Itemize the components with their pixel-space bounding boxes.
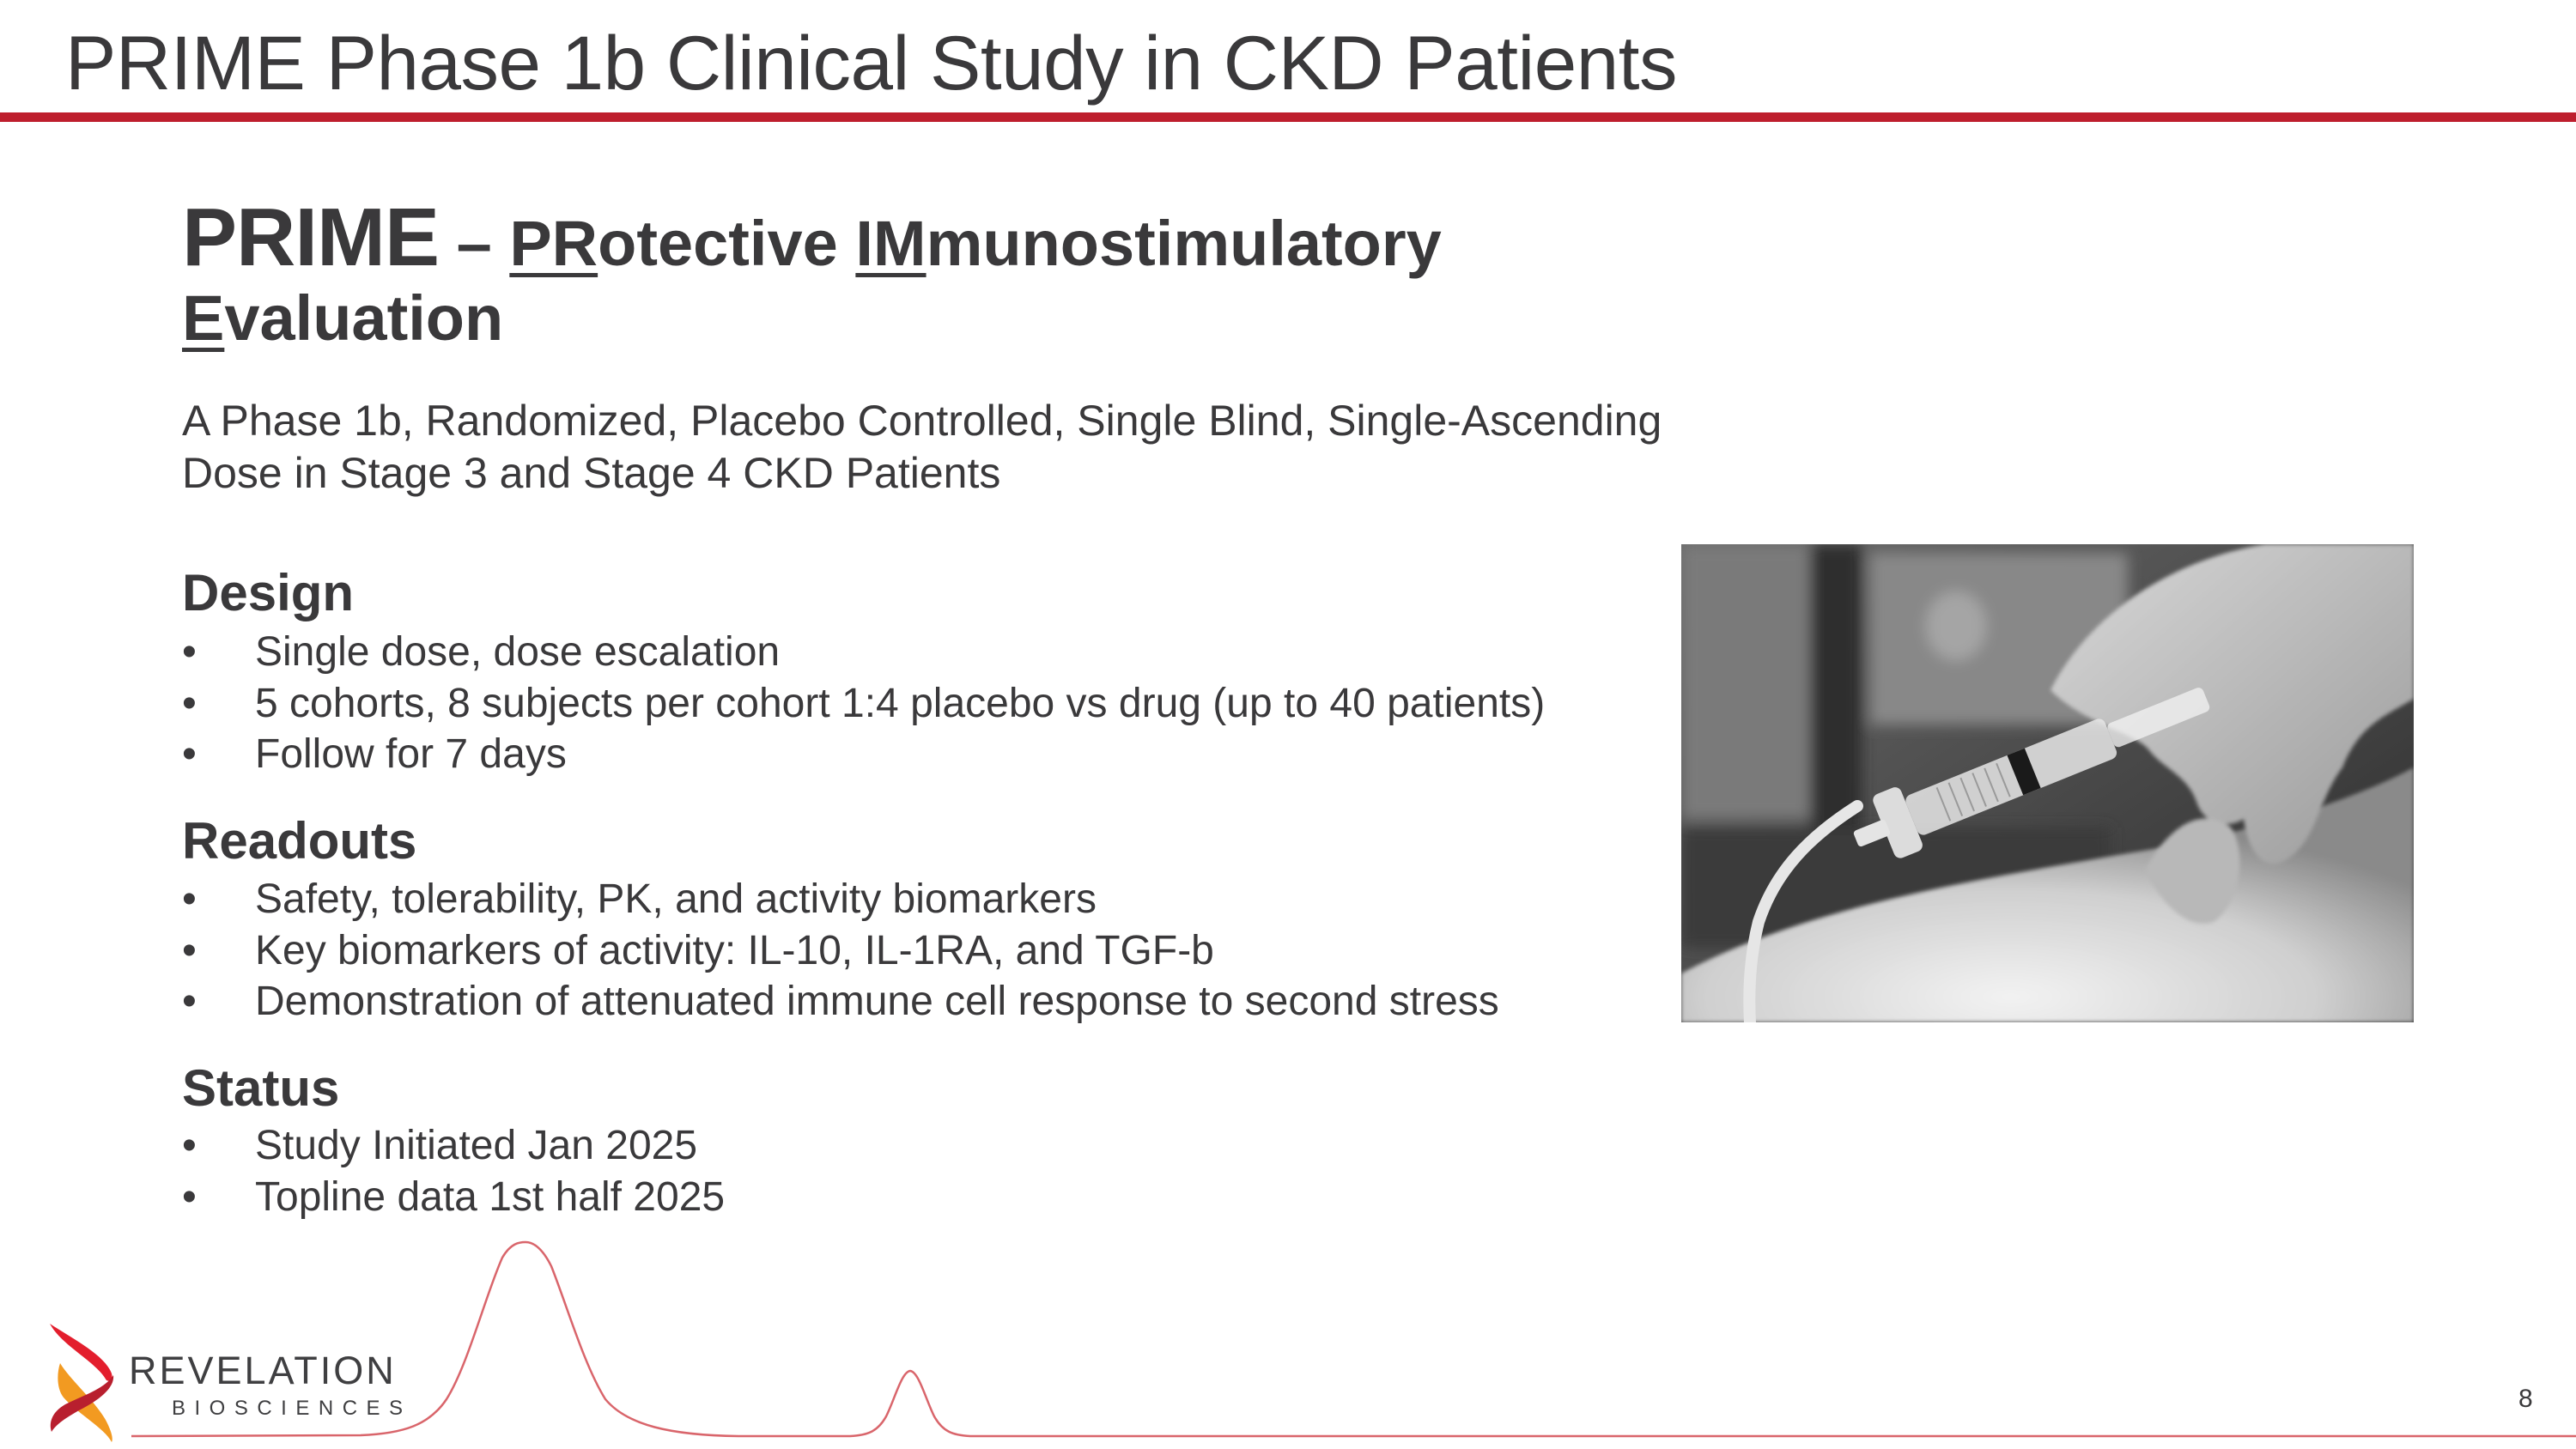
acronym-letters-e: E bbox=[182, 282, 225, 354]
title-rule-divider bbox=[0, 112, 2576, 122]
bullet-icon: • bbox=[182, 629, 197, 675]
subtitle-line-1: A Phase 1b, Randomized, Placebo Controlled, Single Blind, Single-Ascending bbox=[182, 397, 1662, 445]
subtitle-line-2: Dose in Stage 3 and Stage 4 CKD Patients bbox=[182, 449, 1001, 497]
acronym-word-rest: valuation bbox=[224, 282, 504, 354]
section-heading-readouts: Readouts bbox=[182, 812, 417, 870]
section-heading-status: Status bbox=[182, 1059, 340, 1117]
logo-wordmark: REVELATION bbox=[129, 1349, 397, 1392]
acronym-line-1 bbox=[182, 191, 1642, 291]
acronym-line-2 bbox=[182, 284, 1642, 353]
acronym-letters-pr: PR bbox=[509, 208, 598, 279]
bullet-icon: • bbox=[182, 1173, 197, 1220]
acronym-letters-im: IM bbox=[855, 208, 927, 279]
bullet-icon: • bbox=[182, 680, 197, 726]
injection-photo bbox=[1681, 544, 2414, 1022]
acronym-word-rest: munostimulatory bbox=[926, 208, 1442, 279]
bullet-icon: • bbox=[182, 731, 197, 777]
acronym-dash: – bbox=[439, 208, 510, 279]
page-number: 8 bbox=[2518, 1385, 2533, 1413]
acronym-word-rest: otective bbox=[598, 208, 856, 279]
bullet-icon: • bbox=[182, 927, 197, 973]
revelation-logo-icon bbox=[45, 1320, 122, 1445]
acronym-name: PRIME bbox=[182, 191, 440, 283]
study-subtitle bbox=[182, 395, 1728, 500]
logo-subline: BIOSCIENCES bbox=[172, 1397, 412, 1420]
slide-title: PRIME Phase 1b Clinical Study in CKD Patients bbox=[65, 20, 1678, 106]
bullet-icon: • bbox=[182, 979, 197, 1024]
section-heading-design: Design bbox=[182, 564, 355, 621]
bullet-icon: • bbox=[182, 1123, 197, 1168]
bullet-icon: • bbox=[182, 876, 197, 922]
acronym-heading bbox=[182, 191, 1642, 353]
